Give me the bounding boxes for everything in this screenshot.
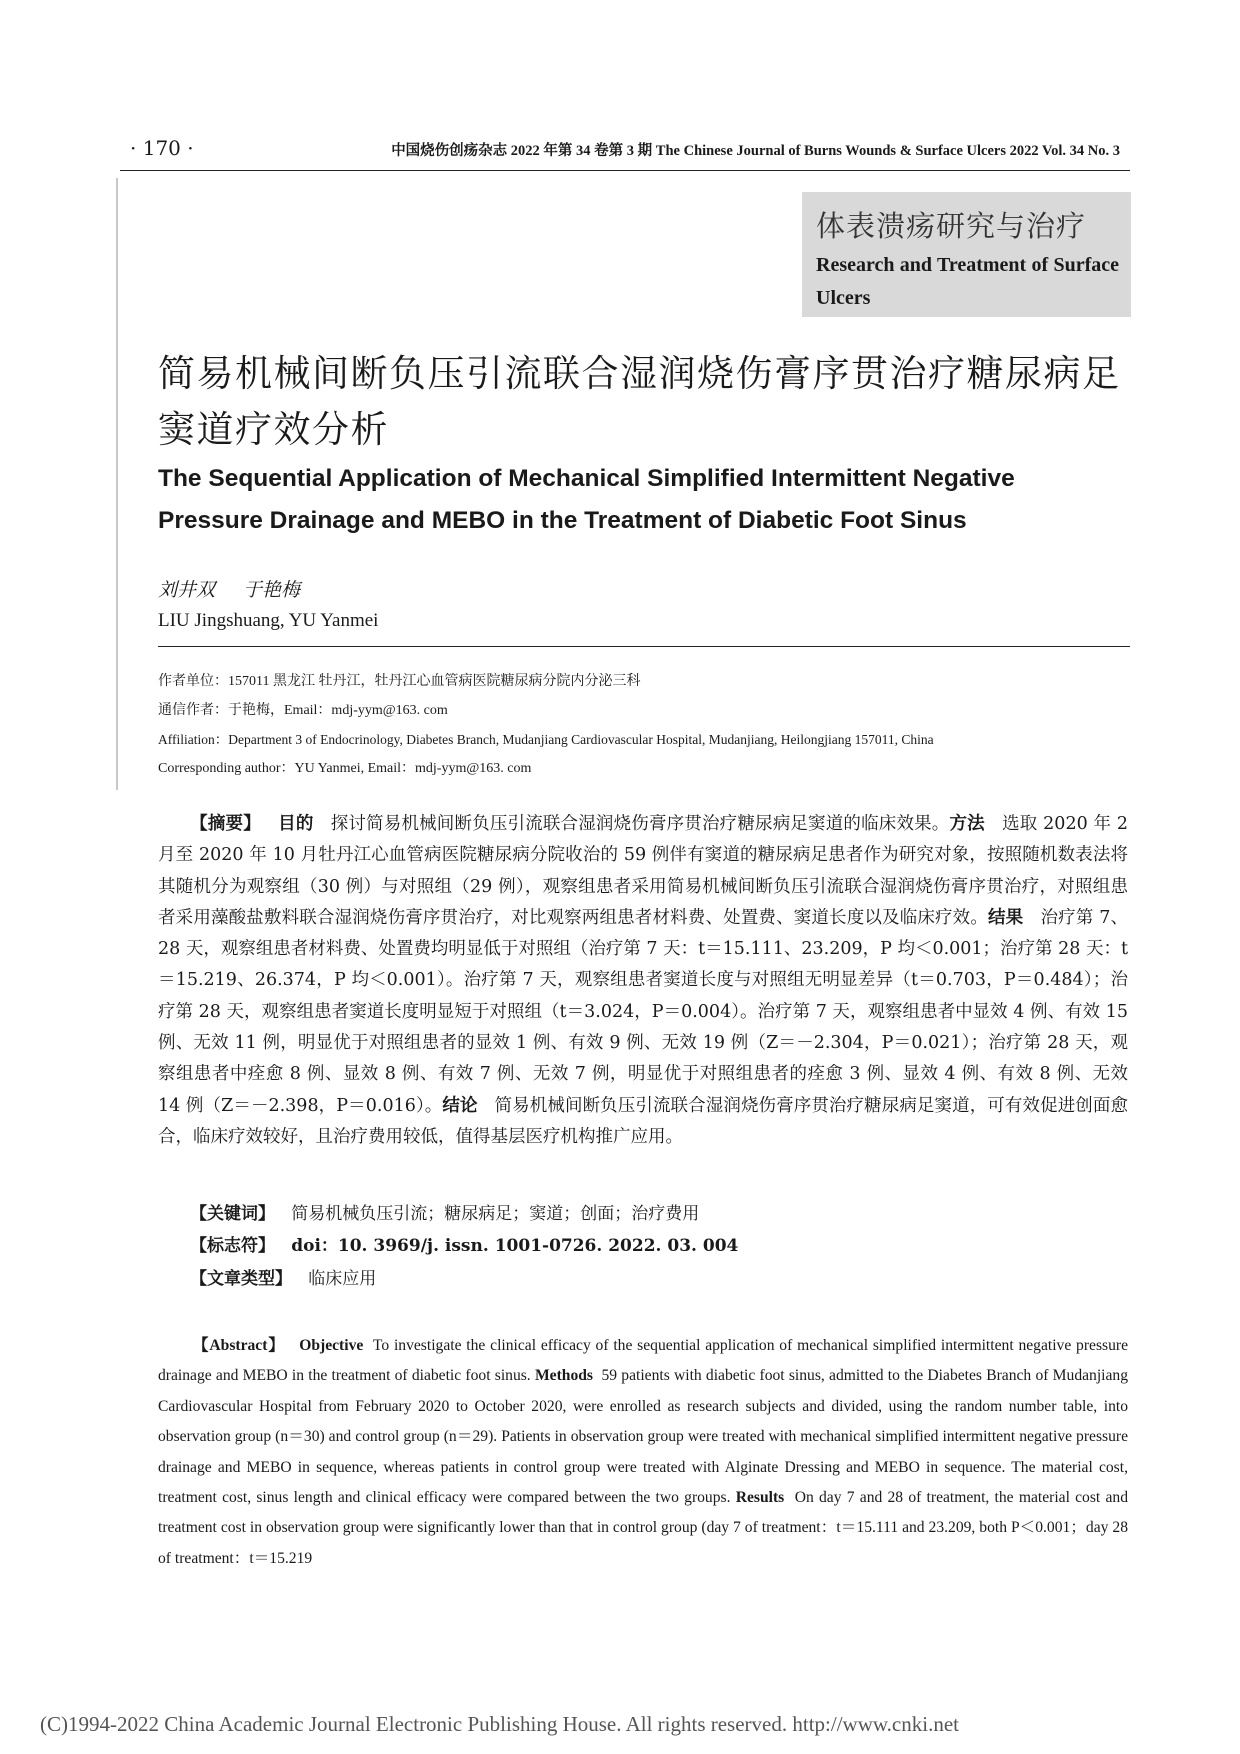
- section-title-cn: 体表溃疡研究与治疗: [816, 209, 1087, 243]
- abstract-label-cn: 【摘要】: [190, 814, 261, 834]
- conclusion-text-cn: 简易机械间断负压引流联合湿润烧伤膏序贯治疗糖尿病足窦道，可有效促进创面愈合，临床疗效较好，且治疗费用较低，值得基层医疗机构推广应用。: [158, 1095, 1128, 1147]
- authors-divider: [158, 646, 1130, 647]
- article-type-cn: [190, 1264, 376, 1289]
- doi-label-cn: 【标志符】: [190, 1236, 275, 1256]
- abstract-label-en: 【Abstract】: [192, 1337, 285, 1354]
- results-text-en: On day 7 and 28 of treatment, the material cost and treatment cost in observation group were significantly lower than that in control group (day 7 of treatment：t＝15.111 and 23.209, both P＜0.001；day 28 of treatment：t＝15.219: [158, 1489, 1128, 1567]
- section-title-en: Research and Treatment of Surface Ulcers: [816, 254, 1119, 309]
- methods-label-cn: 方法: [949, 814, 985, 834]
- header-divider: [120, 170, 1130, 171]
- doi-cn: [190, 1231, 738, 1256]
- doi-text-cn: doi：10. 3969/j. issn. 1001-0726. 2022. 03. 004: [291, 1236, 739, 1256]
- keywords-label-cn: 【关键词】: [190, 1204, 275, 1224]
- article-title-cn: 简易机械间断负压引流联合湿润烧伤膏序贯治疗糖尿病足窦道疗效分析: [158, 352, 1121, 451]
- authors-en: LIU Jingshuang, YU Yanmei: [158, 610, 379, 631]
- objective-label-en: Objective: [299, 1337, 364, 1354]
- affiliation-en: Affiliation：Department 3 of Endocrinology, Diabetes Branch, Mudanjiang Cardiovascular Hospital, Mudanjiang, Heilongjiang 157011, China: [158, 732, 934, 747]
- corresponding-author-en: Corresponding author：YU Yanmei, Email：mdj-yym@163. com: [158, 761, 532, 776]
- methods-text-cn: 选取 2020 年 2 月至 2020 年 10 月牡丹江心血管病医院糖尿病分院收治的 59 例伴有窦道的糖尿病足患者作为研究对象，按照随机数表法将其随机分为观察组（30 例）与对照组（29 例），观察组患者采用简易机械间断负压引流联合湿润烧伤膏序贯治疗，对照组患者采用藻酸盐敷料联合湿润烧伤膏序贯治疗，对比观察两组患者材料费、处置费、窦道长度以及临床疗效。: [158, 814, 1129, 928]
- results-text-cn: 治疗第 7、28 天，观察组患者材料费、处置费均明显低于对照组（治疗第 7 天：t＝15.111、23.209，P 均＜0.001；治疗第 28 天：t＝15.219、26.374，P 均＜0.001）。治疗第 7 天，观察组患者窦道长度与对照组无明显差异（t＝0.703，P＝0.484）；治疗第 28 天，观察组患者窦道长度明显短于对照组（t＝3.024，P＝0.004）。治疗第 7 天，观察组患者中显效 4 例、有效 15 例、无效 11 例，明显优于对照组患者的显效 1 例、有效 9 例、无效 19 例（Z＝－2.304，P＝0.021）；治疗第 28 天，观察组患者中痊愈 8 例、显效 8 例、有效 7 例、无效 7 例，明显优于对照组患者的痊愈 3 例、显效 4 例、有效 8 例、无效 14 例（Z＝－2.398，P＝0.016）。: [158, 907, 1128, 1116]
- objective-text-cn: 探讨简易机械间断负压引流联合湿润烧伤膏序贯治疗糖尿病足窦道的临床效果。: [330, 814, 950, 834]
- copyright-footer: (C)1994-2022 China Academic Journal Electronic Publishing House. All rights reserved. http://www.cnki.net: [40, 1712, 959, 1736]
- keywords-cn: [190, 1199, 699, 1224]
- journal-running-header: 中国烧伤创疡杂志 2022 年第 34 卷第 3 期 The Chinese Journal of Burns Wounds & Surface Ulcers 2022 Vol. 34 No. 3: [391, 143, 1120, 159]
- article-type-text-cn: 临床应用: [308, 1269, 377, 1289]
- abstract-cn: [158, 809, 1128, 1153]
- methods-text-en: 59 patients with diabetic foot sinus, admitted to the Diabetes Branch of Mudanjiang Cardiovascular Hospital from February 2020 to October 2020, were enrolled as research subjects and divided, using the random number table, into observation group (n＝30) and control group (n＝29). Patients in observation group were treated with mechanical simplified intermittent negative pressure drainage and MEBO in sequence, whereas patients in control group were treated with Alginate Dressing and MEBO in sequence. The material cost, treatment cost, sinus length and clinical efficacy were compared between the two groups.: [158, 1367, 1129, 1507]
- results-label-cn: 结果: [988, 907, 1024, 928]
- article-type-label-cn: 【文章类型】: [190, 1269, 292, 1289]
- objective-text-en: To investigate the clinical efficacy of the sequential application of mechanical simplified intermittent negative pressure drainage and MEBO in the treatment of diabetic foot sinus.: [158, 1337, 1129, 1385]
- conclusion-label-cn: 结论: [442, 1095, 478, 1116]
- section-label-box: [802, 192, 1131, 317]
- article-title-en-line2: Pressure Drainage and MEBO in the Treatment of Diabetic Foot Sinus: [158, 507, 967, 534]
- methods-label-en: Methods: [534, 1367, 593, 1385]
- article-title-en: [158, 458, 1128, 542]
- objective-label-cn: 目的: [278, 814, 314, 834]
- authors-cn: 刘井双 于艳梅: [158, 579, 301, 601]
- abstract-en: [158, 1331, 1128, 1574]
- results-label-en: Results: [735, 1489, 785, 1507]
- left-margin-bar: [116, 178, 118, 790]
- article-title-en-line1: The Sequential Application of Mechanical Simplified Intermittent Negative: [158, 465, 1015, 492]
- page-number: · 170 ·: [130, 136, 194, 160]
- affiliation-cn: 作者单位：157011 黑龙江 牡丹江，牡丹江心血管病医院糖尿病分院内分泌三科: [158, 674, 641, 689]
- corresponding-author-cn: 通信作者：于艳梅，Email：mdj-yym@163. com: [158, 703, 448, 718]
- keywords-text-cn: 简易机械负压引流；糖尿病足；窦道；创面；治疗费用: [291, 1204, 700, 1224]
